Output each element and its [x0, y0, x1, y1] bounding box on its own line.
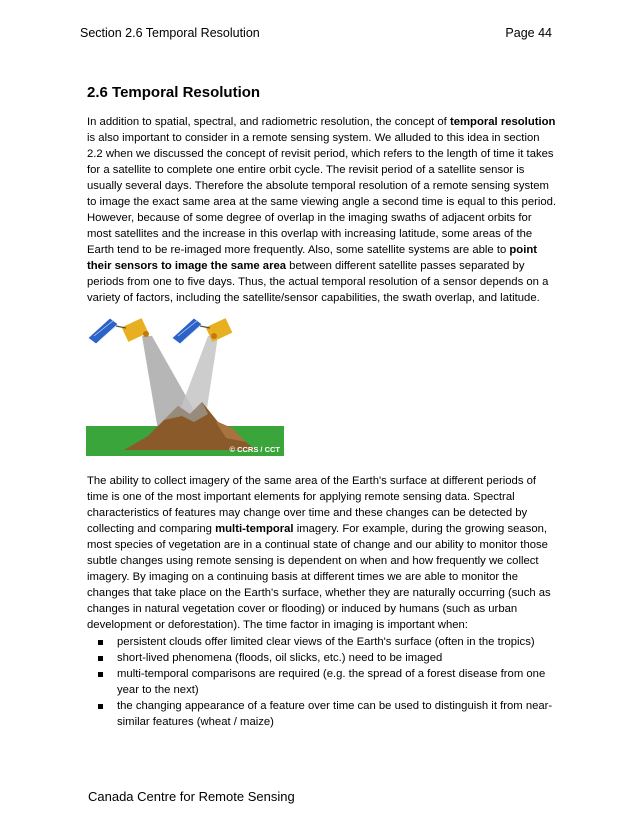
intro-paragraph: [87, 114, 557, 306]
bold-term: multi-temporal: [215, 523, 294, 535]
list-item: [98, 666, 558, 698]
list-item: [98, 650, 558, 666]
text-run: is also important to consider in a remote sensing system. We alluded to this idea in section 2.2 when we discussed the concept of revisit period, which refers to the length of time it takes for a satellite to complete one entire orbit cycle. The revisit period of a satellite sensor is usually several days. Therefore the absolute temporal resolution of a remote sensing system to image the exact same area at the same viewing angle a second time is equal to this period. However, because of some degree of overlap in the imaging swaths of adjacent orbits for most satellites and the increase in this overlap with increasing latitude, some areas of the Earth tend to be re-imaged more frequently. Also, some satellite systems are able to: [87, 132, 557, 256]
text-run: The ability to collect imagery of the same area of the Earth's surface at different periods of time is one of the most important elements for applying remote sensing data. Spectral characteristics of features may change over time and these changes can be detected by collecting and comparing: [87, 475, 537, 535]
satellite-figure: [86, 310, 284, 456]
page-footer: Canada Centre for Remote Sensing: [88, 789, 295, 804]
satellite-icon-left: [88, 318, 149, 344]
text-run: between different satellite passes separated by periods from one to five days. Thus, the actual temporal resolution of a sensor depends on a variety of factors, including the satellite/sensor capabilities, the swath overlap, and latitude.: [87, 260, 549, 304]
section-title: 2.6 Temporal Resolution: [87, 84, 261, 101]
bullet-square-icon: [98, 704, 103, 709]
bullet-square-icon: [98, 640, 103, 645]
list-item-text: persistent clouds offer limited clear views of the Earth's surface (often in the tropics): [117, 636, 535, 648]
bullet-list: [98, 634, 558, 730]
bullet-square-icon: [98, 656, 103, 661]
text-run: In addition to spatial, spectral, and radiometric resolution, the concept of: [87, 116, 450, 128]
bold-term: point their sensors to image the same area: [87, 244, 537, 272]
satellite-illustration: [86, 310, 284, 456]
second-paragraph: [87, 473, 557, 633]
page-header: [80, 26, 552, 42]
list-item: [98, 698, 558, 730]
satellite-icon-right: [172, 318, 232, 344]
list-item: [98, 634, 558, 650]
page-number: Page 44: [505, 26, 552, 40]
text-run: imagery. For example, during the growing season, most species of vegetation are in a continual state of change and our ability to monitor those subtle changes using remote sensing is dependent on when and how frequently we collect imagery. By imaging on a continuing basis at different times we are able to monitor the changes that take place on the Earth's surface, whether they are naturally occurring (such as changes in natural vegetation cover or flooding) or induced by humans (such as urban development or deforestation). The time factor in imaging is important when:: [87, 523, 551, 631]
list-item-text: multi-temporal comparisons are required (e.g. the spread of a forest disease from one year to the next): [117, 668, 546, 696]
bold-term: temporal resolution: [449, 116, 556, 128]
section-label: Section 2.6 Temporal Resolution: [80, 26, 260, 40]
copyright-credit: © CCRS / CCT: [229, 445, 280, 454]
list-item-text: short-lived phenomena (floods, oil slicks, etc.) need to be imaged: [117, 652, 443, 664]
list-item-text: the changing appearance of a feature over time can be used to distinguish it from near-similar features (wheat / maize): [117, 700, 553, 728]
bullet-square-icon: [98, 672, 103, 677]
